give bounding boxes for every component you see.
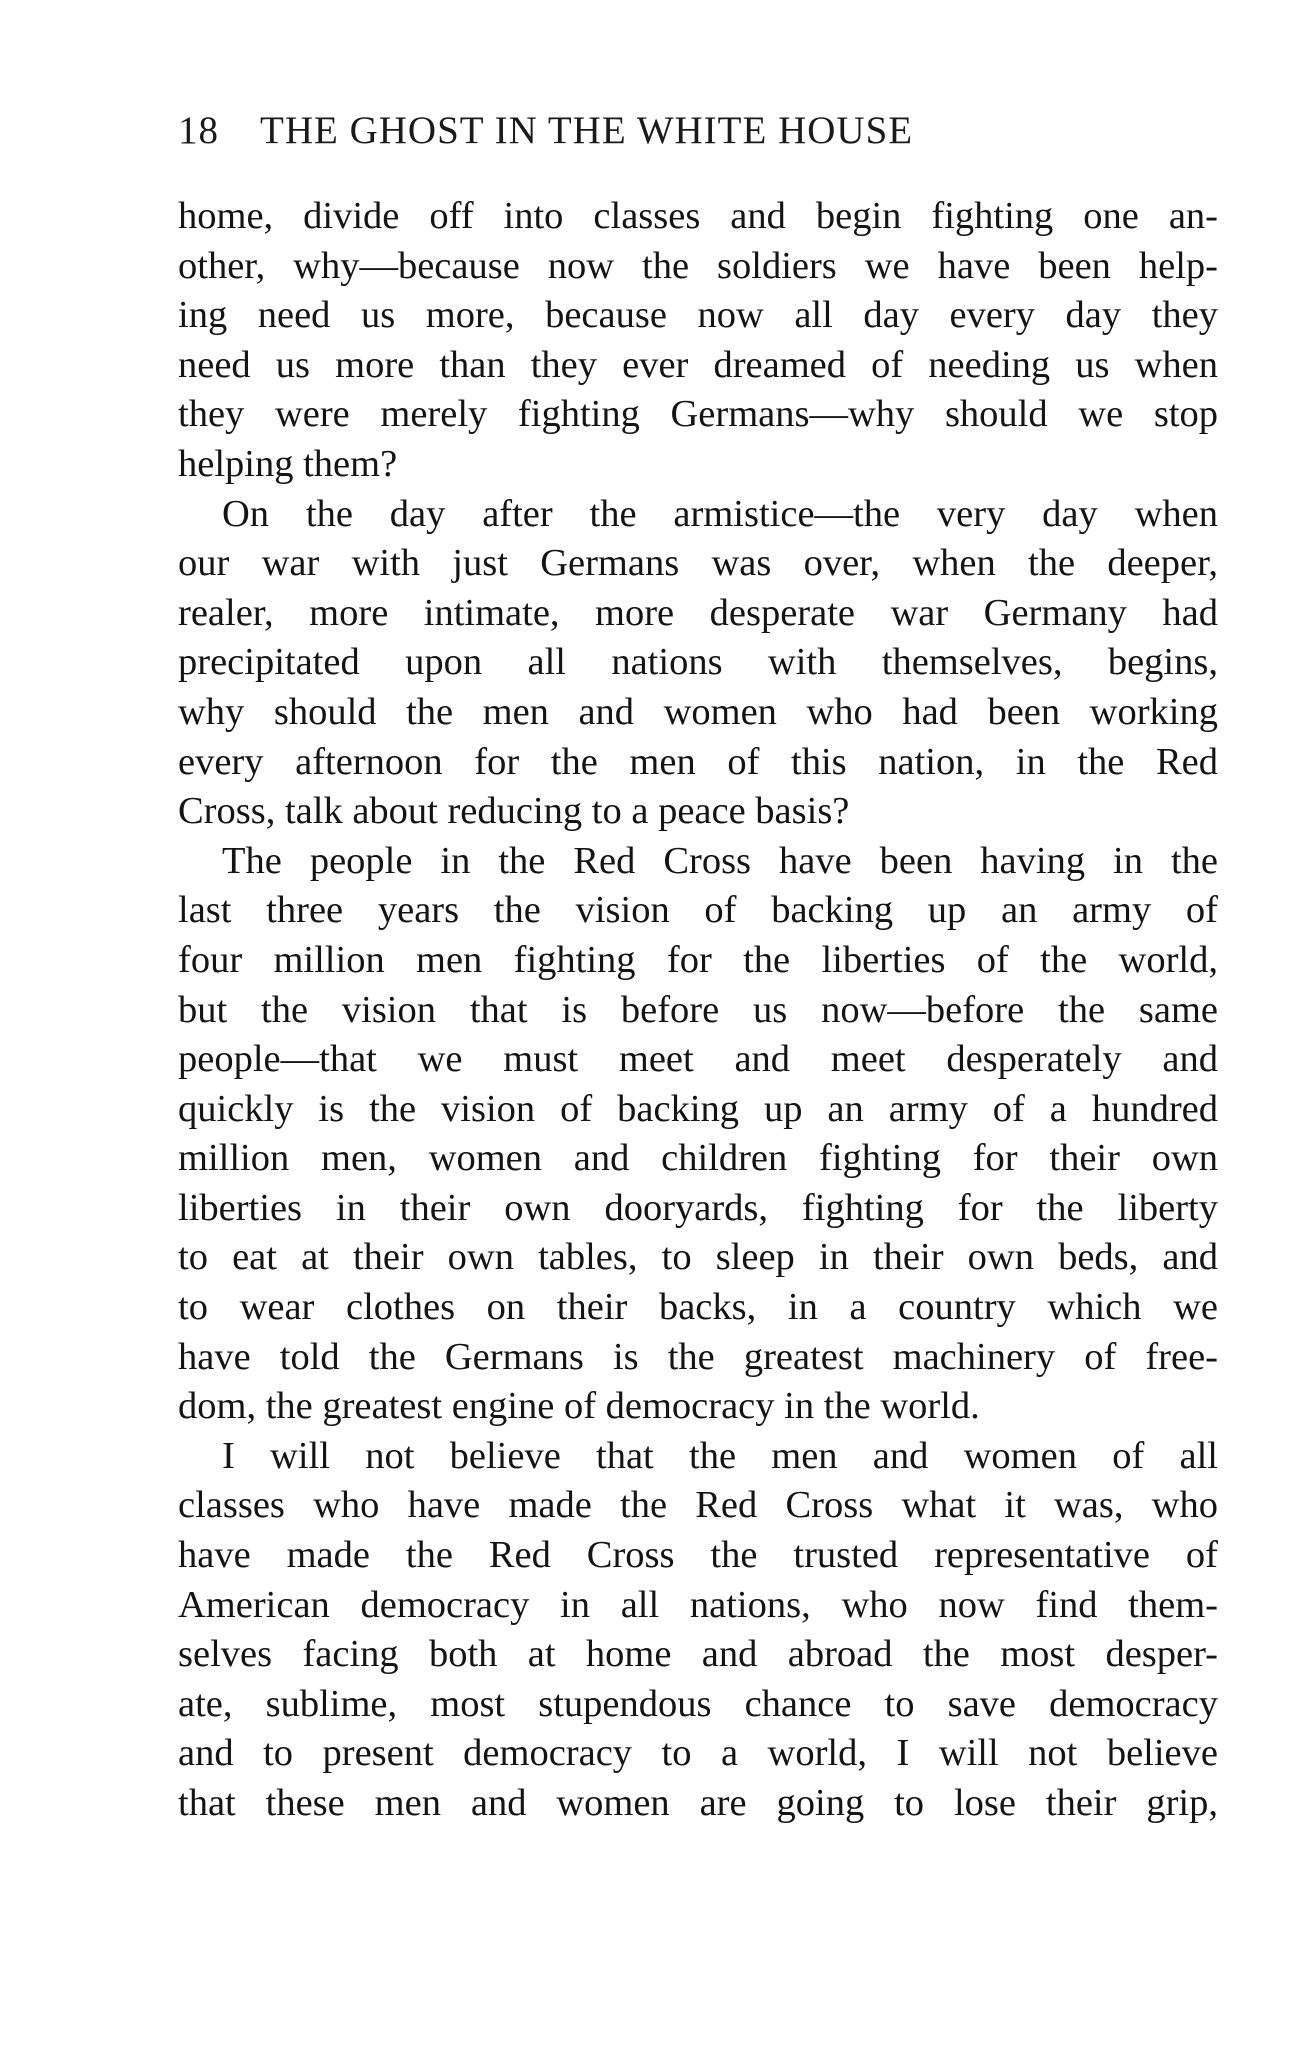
text-line: realer, more intimate, more desperate war Germany had — [178, 591, 1218, 634]
text-line: have told the Germans is the greatest machinery of free- — [178, 1335, 1218, 1378]
text-line: that these men and women are going to lose their grip, — [178, 1782, 1218, 1824]
text-line: selves facing both at home and abroad the most desper- — [178, 1633, 1218, 1676]
text-line: ing need us more, because now all day every day they — [178, 294, 1218, 337]
text-line: every afternoon for the men of this nation, in the Red — [178, 740, 1218, 783]
text-line: I will not believe that the men and women of all — [222, 1434, 1218, 1477]
running-head — [178, 108, 1228, 153]
text-line: our war with just Germans was over, when the deeper, — [178, 542, 1218, 585]
text-line: have made the Red Cross the trusted representative of — [178, 1534, 1218, 1577]
text-line: American democracy in all nations, who now find them- — [178, 1583, 1218, 1626]
text-line: but the vision that is before us now—before the same — [178, 988, 1218, 1031]
text-line: quickly is the vision of backing up an army of a hundred — [178, 1087, 1218, 1130]
text-line: home, divide off into classes and begin fighting one an- — [178, 195, 1218, 237]
text-line: people—that we must meet and meet desperately and — [178, 1038, 1218, 1081]
text-line: why should the men and women who had been working — [178, 690, 1218, 733]
text-line: to eat at their own tables, to sleep in their own beds, and — [178, 1236, 1218, 1279]
text-line: four million men fighting for the liberties of the world, — [178, 938, 1218, 981]
text-line: million men, women and children fighting for their own — [178, 1137, 1218, 1180]
text-line: The people in the Red Cross have been having in the — [222, 839, 1218, 882]
text-line: ate, sublime, most stupendous chance to save democracy — [178, 1682, 1218, 1725]
text-line: liberties in their own dooryards, fighting for the liberty — [178, 1186, 1218, 1229]
text-line: and to present democracy to a world, I will not believe — [178, 1732, 1218, 1775]
text-line: dom, the greatest engine of democracy in the world. — [178, 1385, 980, 1428]
running-head-title: THE GHOST IN THE WHITE HOUSE — [260, 109, 914, 152]
text-line: On the day after the armistice—the very day when — [222, 492, 1218, 535]
text-line: need us more than they ever dreamed of needing us when — [178, 343, 1218, 386]
body-text — [178, 192, 1218, 1829]
text-line: other, why—because now the soldiers we have been help- — [178, 244, 1218, 287]
page-number: 18 — [178, 109, 219, 152]
text-line: Cross, talk about reducing to a peace basis? — [178, 790, 850, 833]
text-line: last three years the vision of backing up an army of — [178, 889, 1218, 932]
text-line: helping them? — [178, 442, 398, 485]
text-line: they were merely fighting Germans—why should we stop — [178, 393, 1218, 436]
text-line: classes who have made the Red Cross what it was, who — [178, 1484, 1218, 1527]
text-line: to wear clothes on their backs, in a country which we — [178, 1286, 1218, 1329]
text-line: precipitated upon all nations with themselves, begins, — [178, 641, 1218, 684]
